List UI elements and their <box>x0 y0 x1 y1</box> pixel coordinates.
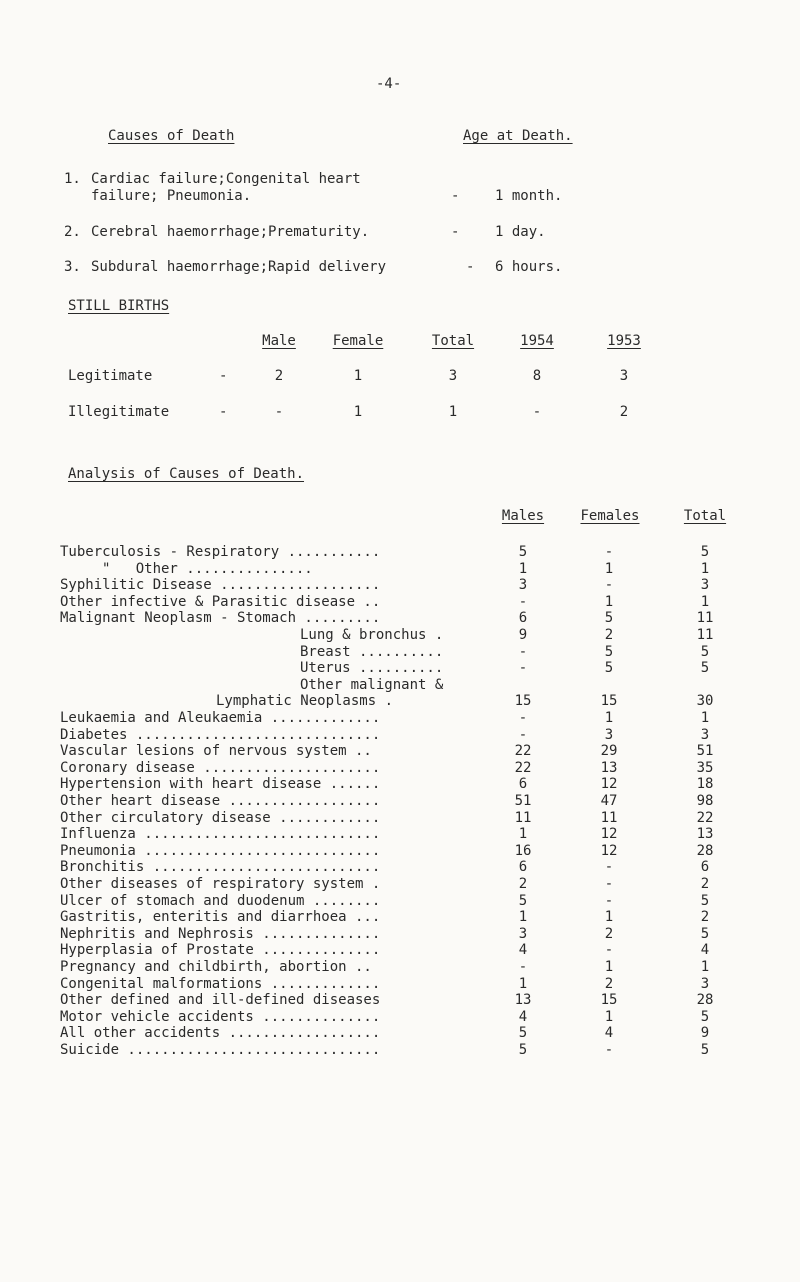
total-cell: 5 <box>700 1008 710 1025</box>
males-cell: 1 <box>518 909 528 926</box>
females-cell: - <box>604 1042 614 1058</box>
cause-label: Other circulatory disease ............ <box>60 809 381 826</box>
still-births-col-1953: 1953 <box>607 333 641 349</box>
total-cell: 3 <box>700 726 710 743</box>
total-cell: 11 <box>696 610 714 627</box>
cause-label: " Other ............... <box>102 560 313 577</box>
analysis-col-total: Total <box>683 508 727 524</box>
females-cell: 1 <box>604 909 614 926</box>
males-cell: 4 <box>518 942 528 959</box>
table-row <box>0 810 800 826</box>
total-cell: 11 <box>696 627 714 643</box>
total-cell: 30 <box>696 693 714 710</box>
death-entry-number: 1. <box>64 171 81 187</box>
females-cell: 15 <box>600 992 618 1009</box>
table-row <box>0 544 800 560</box>
cause-label: Other defined and ill-defined diseases <box>60 992 381 1009</box>
total-cell: 9 <box>700 1025 710 1042</box>
table-row <box>0 926 800 942</box>
females-cell: - <box>604 859 614 876</box>
table-row <box>0 843 800 859</box>
table-row <box>0 610 800 626</box>
table-row <box>0 1025 800 1041</box>
death-entry-cause: Cardiac failure;Congenital heart <box>91 171 361 187</box>
death-entry-cause-continued: failure; Pneumonia. <box>91 188 252 204</box>
males-cell: 3 <box>518 925 528 942</box>
table-row <box>0 677 800 693</box>
still-births-col-1954: 1954 <box>520 333 554 349</box>
total-cell: 5 <box>700 925 710 942</box>
death-entry-dash: - <box>451 188 460 204</box>
death-entry-age: 1 day. <box>495 224 546 240</box>
total-cell: 3 <box>700 577 710 594</box>
table-row <box>0 727 800 743</box>
table-row <box>0 743 800 759</box>
cell-1953: 2 <box>619 404 629 420</box>
males-cell: 2 <box>518 876 528 892</box>
total-cell: 22 <box>696 809 714 826</box>
cause-label: Tuberculosis - Respiratory ........... <box>60 544 381 560</box>
total-cell: 5 <box>700 892 710 909</box>
males-cell: 1 <box>518 560 528 577</box>
males-cell: 6 <box>518 776 528 793</box>
death-entry-number: 3. <box>64 259 81 275</box>
cell-1953: 3 <box>619 368 629 384</box>
cause-label: Suicide .............................. <box>60 1042 381 1058</box>
cause-label: Diabetes ............................. <box>60 726 381 743</box>
total-cell: 28 <box>696 842 714 859</box>
cause-label: Lung & bronchus . <box>300 627 444 643</box>
table-row <box>0 660 800 676</box>
males-cell: 51 <box>514 793 532 809</box>
cause-label: Hyperplasia of Prostate .............. <box>60 942 381 959</box>
cause-label: Coronary disease ..................... <box>60 759 381 776</box>
cell-male: 2 <box>274 368 284 384</box>
still-births-col-female: Female <box>332 333 384 349</box>
males-cell: 3 <box>518 577 528 594</box>
males-cell: 13 <box>514 992 532 1009</box>
death-entry-age: 1 month. <box>495 188 563 204</box>
table-row <box>0 594 800 610</box>
table-row <box>0 976 800 992</box>
males-cell: 16 <box>514 842 532 859</box>
cause-label: Lymphatic Neoplasms . <box>216 693 394 710</box>
females-cell: - <box>604 876 614 892</box>
cause-label: Hypertension with heart disease ...... <box>60 776 381 793</box>
table-row <box>0 627 800 643</box>
table-row <box>0 776 800 792</box>
still-births-col-total: Total <box>431 333 475 349</box>
total-cell: 28 <box>696 992 714 1009</box>
females-cell: 13 <box>600 759 618 776</box>
total-cell: 4 <box>700 942 710 959</box>
cause-label: Pregnancy and childbirth, abortion .. <box>60 959 372 975</box>
females-cell: 5 <box>604 643 614 660</box>
cell-male: - <box>274 404 284 420</box>
males-cell: 5 <box>518 544 528 560</box>
males-cell: 22 <box>514 743 532 760</box>
females-cell: 12 <box>600 842 618 859</box>
females-cell: 47 <box>600 793 618 809</box>
females-cell: 2 <box>604 627 614 643</box>
males-cell: 15 <box>514 693 532 710</box>
total-cell: 1 <box>700 560 710 577</box>
causes-of-death-heading: Causes of Death <box>108 128 235 144</box>
cause-label: Malignant Neoplasm - Stomach ......... <box>60 610 381 627</box>
total-cell: 98 <box>696 793 714 809</box>
table-row <box>0 942 800 958</box>
cause-label: Nephritis and Nephrosis .............. <box>60 925 381 942</box>
table-row <box>0 826 800 842</box>
males-cell: 1 <box>518 826 528 843</box>
cause-label: Breast .......... <box>300 643 444 660</box>
table-row <box>0 859 800 875</box>
analysis-col-females: Females <box>580 508 640 524</box>
table-row <box>0 959 800 975</box>
cause-label: Uterus .......... <box>300 660 444 677</box>
females-cell: 1 <box>604 959 614 975</box>
females-cell: 2 <box>604 925 614 942</box>
females-cell: - <box>604 544 614 560</box>
age-at-death-heading: Age at Death. <box>463 128 573 144</box>
death-entry-cause: Subdural haemorrhage;Rapid delivery <box>91 259 387 275</box>
females-cell: - <box>604 892 614 909</box>
total-cell: 18 <box>696 776 714 793</box>
females-cell: 5 <box>604 660 614 677</box>
females-cell: 2 <box>604 975 614 992</box>
table-row <box>0 793 800 809</box>
cause-label: Influenza ............................ <box>60 826 381 843</box>
males-cell: - <box>518 643 528 660</box>
females-cell: 12 <box>600 776 618 793</box>
males-cell: 11 <box>514 809 532 826</box>
males-cell: 22 <box>514 759 532 776</box>
females-cell: 5 <box>604 610 614 627</box>
females-cell: 15 <box>600 693 618 710</box>
males-cell: - <box>518 593 528 610</box>
females-cell: 1 <box>604 710 614 726</box>
table-row <box>0 1042 800 1058</box>
row-label: Legitimate <box>68 368 153 384</box>
death-entry-dash: - <box>466 259 475 275</box>
total-cell: 5 <box>700 544 710 560</box>
table-row <box>0 693 800 709</box>
table-row <box>0 644 800 660</box>
females-cell: 4 <box>604 1025 614 1042</box>
cell-total: 3 <box>448 368 458 384</box>
total-cell: 2 <box>700 909 710 926</box>
males-cell: 6 <box>518 610 528 627</box>
total-cell: 6 <box>700 859 710 876</box>
row-dash: - <box>219 368 228 384</box>
total-cell: 5 <box>700 660 710 677</box>
males-cell: 5 <box>518 892 528 909</box>
analysis-title: Analysis of Causes of Death. <box>68 466 305 482</box>
total-cell: 5 <box>700 1042 710 1058</box>
cause-label: Leukaemia and Aleukaemia ............. <box>60 710 381 726</box>
cause-label: Vascular lesions of nervous system .. <box>60 743 372 760</box>
females-cell: - <box>604 577 614 594</box>
cause-label: Other heart disease .................. <box>60 793 381 809</box>
males-cell: 5 <box>518 1042 528 1058</box>
death-entry-cause: Cerebral haemorrhage;Prematurity. <box>91 224 370 240</box>
males-cell: 5 <box>518 1025 528 1042</box>
females-cell: - <box>604 942 614 959</box>
death-entry-number: 2. <box>64 224 81 240</box>
cell-total: 1 <box>448 404 458 420</box>
table-row <box>0 561 800 577</box>
total-cell: 13 <box>696 826 714 843</box>
females-cell: 3 <box>604 726 614 743</box>
cause-label: Other diseases of respiratory system . <box>60 876 381 892</box>
males-cell: 4 <box>518 1008 528 1025</box>
death-entry-dash: - <box>451 224 460 240</box>
cause-label: Other infective & Parasitic disease .. <box>60 593 381 610</box>
cause-label: Syphilitic Disease ................... <box>60 577 381 594</box>
row-dash: - <box>219 404 228 420</box>
cell-female: 1 <box>353 368 363 384</box>
table-row <box>0 992 800 1008</box>
total-cell: 1 <box>700 959 710 975</box>
females-cell: 12 <box>600 826 618 843</box>
males-cell: - <box>518 660 528 677</box>
cause-label: All other accidents .................. <box>60 1025 381 1042</box>
cause-label: Pneumonia ............................ <box>60 842 381 859</box>
cause-label: Other malignant & <box>300 676 444 693</box>
cell-1954: 8 <box>532 368 542 384</box>
males-cell: - <box>518 726 528 743</box>
cause-label: Congenital malformations ............. <box>60 975 381 992</box>
females-cell: 1 <box>604 1008 614 1025</box>
table-row <box>0 577 800 593</box>
death-entry-age: 6 hours. <box>495 259 563 275</box>
total-cell: 2 <box>700 876 710 892</box>
table-row <box>0 909 800 925</box>
table-row <box>0 876 800 892</box>
males-cell: 9 <box>518 627 528 643</box>
cause-label: Ulcer of stomach and duodenum ........ <box>60 892 381 909</box>
total-cell: 1 <box>700 593 710 610</box>
total-cell: 35 <box>696 759 714 776</box>
total-cell: 5 <box>700 643 710 660</box>
total-cell: 3 <box>700 975 710 992</box>
females-cell: 11 <box>600 809 618 826</box>
table-row <box>0 893 800 909</box>
cell-1954: - <box>532 404 542 420</box>
females-cell: 1 <box>604 560 614 577</box>
cell-female: 1 <box>353 404 363 420</box>
cause-label: Motor vehicle accidents .............. <box>60 1008 381 1025</box>
females-cell: 1 <box>604 593 614 610</box>
row-label: Illegitimate <box>68 404 170 420</box>
males-cell: 1 <box>518 975 528 992</box>
males-cell: 6 <box>518 859 528 876</box>
females-cell: 29 <box>600 743 618 760</box>
cause-label: Gastritis, enteritis and diarrhoea ... <box>60 909 381 926</box>
page-number: -4- <box>376 76 402 92</box>
table-row <box>0 710 800 726</box>
males-cell: - <box>518 959 528 975</box>
still-births-title: STILL BIRTHS <box>68 298 170 314</box>
still-births-col-male: Male <box>262 333 296 349</box>
males-cell: - <box>518 710 528 726</box>
total-cell: 51 <box>696 743 714 760</box>
table-row <box>0 1009 800 1025</box>
total-cell: 1 <box>700 710 710 726</box>
table-row <box>0 760 800 776</box>
analysis-col-males: Males <box>501 508 545 524</box>
cause-label: Bronchitis ........................... <box>60 859 381 876</box>
